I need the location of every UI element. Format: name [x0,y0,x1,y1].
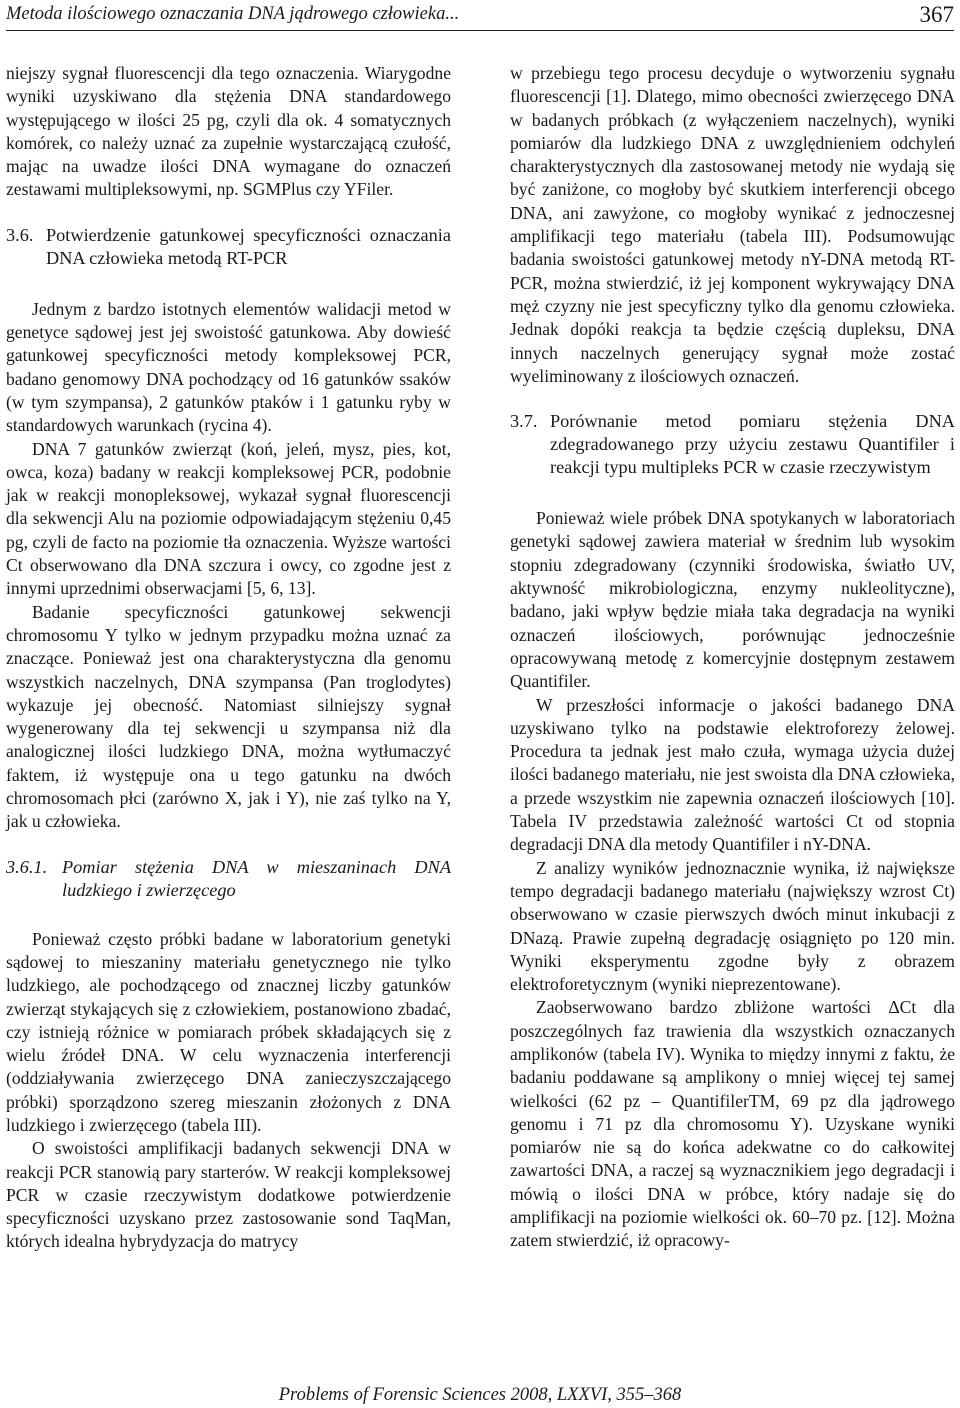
section-number: 3.7. [510,411,538,432]
paragraph: niejszy sygnał fluorescencji dla tego oznaczenia. Wiarygodne wyniki uzyskiwano dla stężenia DNA standardowego występującego w ilości 25 pg, czyli dla ok. 4 somatycznych komórek, co należy uznać za zupełnie wystarczającą czułość, mając na uwadze ilości DNA wymagane do oznaczeń zestawami multipleksowymi, np. SGMPlus czy YFiler. [6,63,451,200]
left-column [6,62,451,1254]
subsection-title: Pomiar stężenia DNA w mieszaninach DNA ludzkiego i zwierzęcego [62,856,451,900]
journal-footer: Problems of Forensic Sciences 2008, LXXVI, 355–368 [278,1385,682,1405]
right-column [510,62,955,1253]
paragraph: Ponieważ często próbki badane w laboratorium genetyki sądowej to mieszaniny materiału genetycznego nie tylko ludzkiego, ale pochodzącego od znacznej liczby gatunków zwierząt stykających się z człowiekiem, postanowiono zbadać, czy istnieją różnice w pomiarach próbek składających się z wielu źródeł DNA. W celu wyznaczenia interferencji (oddziaływania zwierzęcego DNA zanieczyszczającego próbki) sporządzono szereg mieszanin złożonych z DNA ludzkiego i zwierzęcego (tabela III). [6,928,451,1135]
section-heading-3-7 [510,410,955,479]
paragraph: Z analizy wyników jednoznacznie wynika, iż największe tempo degradacji badanego materiału (największy wzrost Ct) obserwowano w czasie pierwszych dwóch minut inkubacji z DNazą. Prawie zupełną degradację osiągnięto po 120 min. Wyniki eksperymentu zgodne były z obrazem elektroforetycznym (wyniki nieprezentowane). [510,857,955,995]
paragraph: Zaobserwowano bardzo zbliżone wartości ΔCt dla poszczególnych faz trawienia dla wszystkich oznaczanych amplikonów (tabela IV). Wynika to między innymi z faktu, że badaniu poddawane są amplikony o mniej więcej tej samej wielkości (62 pz – QuantifilerTM, 69 pz dla jądrowego genomu i 71 pz dla chromosomu Y). Uzyskane wyniki pomiarów nie są do końca adekwatne co do całkowitej zawartości DNA, a raczej są wyznacznikiem jego degradacji i mówią o ilości DNA w próbce, który nadaje się do amplifikacji na poziomie wielkości ok. 60–70 pz. [12]. Można zatem stwierdzić, iż opracowy- [510,997,955,1251]
paragraph: DNA 7 gatunków zwierząt (koń, jeleń, mysz, pies, kot, owca, koza) badany w reakcji kompleksowej PCR, podobnie jak w reakcji monopleksowej, wykazał sygnał fluorescencji dla sekwencji Alu na poziomie odpowiadającym stężeniu 0,45 pg, czyli de facto na poziomie tła oznaczenia. Wyższe wartości Ct obserwowano dla DNA szczura i owcy, co zgodne jest z innymi uprzednimi obserwacjami [5, 6, 13]. [6,438,451,599]
paragraph: Jednym z bardzo istotnych elementów walidacji metod w genetyce sądowej jest jej swoistość gatunkowa. Aby dowieść gatunkowej specyficzności metody kompleksowej PCR, badano genomowy DNA pochodzący od 16 gatunków ssaków (w tym szympansa), 2 gatunków ptaków i 1 gatunku ryby w standardowych warunkach (rycina 4). [6,298,451,436]
section-title: Porównanie metod pomiaru stężenia DNA zdegradowanego przy użyciu zestawu Quantifiler i reakcji typu multipleks PCR w czasie rzeczywistym [550,411,955,478]
paragraph: Badanie specyficzności gatunkowej sekwencji chromosomu Y tylko w jednym przypadku można uznać za znaczące. Ponieważ jest ona charakterystyczna dla genomu wszystkich naczelnych, DNA szympansa (Pan troglodytes) wykazuje jej obecność. Natomiast silniejszy sygnał wygenerowany dla tej sekwencji u szympansa niż dla analogicznej ilości ludzkiego DNA, można wytłumaczyć faktem, iż występuje ona u tego gatunku na dwóch chromosomach płci (zarówno X, jak i Y), nie zaś tylko na Y, jak u człowieka. [6,601,451,832]
section-heading-3-6 [6,224,451,270]
paragraph: W przeszłości informacje o jakości badanego DNA uzyskiwano tylko na podstawie elektroforezy żelowej. Procedura ta jednak jest mało czuła, wymaga użycia dużej ilości badanego materiału, nie jest swoista dla DNA człowieka, a przede wszystkim nie zapewnia oznaczeń ilościowych [10]. Tabela IV przedstawia zależność wartości Ct od stopnia degradacji DNA dla metody Quantifiler i nY-DNA. [510,694,955,855]
subsection-heading-3-6-1 [6,856,451,902]
subsection-number: 3.6.1. [6,856,48,877]
paragraph: Ponieważ wiele próbek DNA spotykanych w laboratoriach genetyki sądowej zawiera materiał w średnim lub wysokim stopniu zdegradowany (czynniki środowiska, światło UV, aktywność mikrobiologiczna, enzymy nukleolityczne), badano, jaki wpływ będzie miała taka degradacja na wyniki oznaczeń ilościowych, porównując jednocześnie opracowywaną metodę z komercyjnie dostępnym zestawem Quantifiler. [510,508,955,692]
section-number: 3.6. [6,224,34,245]
paragraph: O swoistości amplifikacji badanych sekwencji DNA w reakcji PCR stanowią pary starterów. W reakcji kompleksowej PCR w czasie rzeczywistym dodatkowe potwierdzenie specyficzności uzyskano przez zastosowanie sond TaqMan, których idealna hybrydyzacja do matrycy [6,1138,451,1252]
section-title: Potwierdzenie gatunkowej specyficzności oznaczania DNA człowieka metodą RT-PCR [46,224,451,268]
page-number: 367 [919,2,954,27]
paragraph: w przebiegu tego procesu decyduje o wytworzeniu sygnału fluorescencji [1]. Dlatego, mimo obecności zwierzęcego DNA w badanych próbkach (z wyłączeniem naczelnych), wyniki pomiarów dla ludzkiego DNA z uwzględnieniem odchyleń charakterystycznych dla zastosowanej metody nie wydają się być zaniżone, co mogłoby być skutkiem interferencji obcego DNA, ani zawyżone, co mogłoby wynikać z jednoczesnej amplifikacji tego materiału (tabela III). Podsumowując badania swoistości gatunkowej metody nY-DNA metodą RT-PCR, można stwierdzić, iż jej komponent wykrywający DNA męż czyzny nie jest specyficzny tylko dla genomu człowieka. Jednak dopóki reakcja ta będzie częścią dupleksu, DNA innych naczelnych generujący sygnał może zostać wyeliminowany z ilościowych oznaczeń. [510,63,955,386]
running-title: Metoda ilościowego oznaczania DNA jądrowego człowieka... [6,4,460,24]
running-header [6,4,954,31]
